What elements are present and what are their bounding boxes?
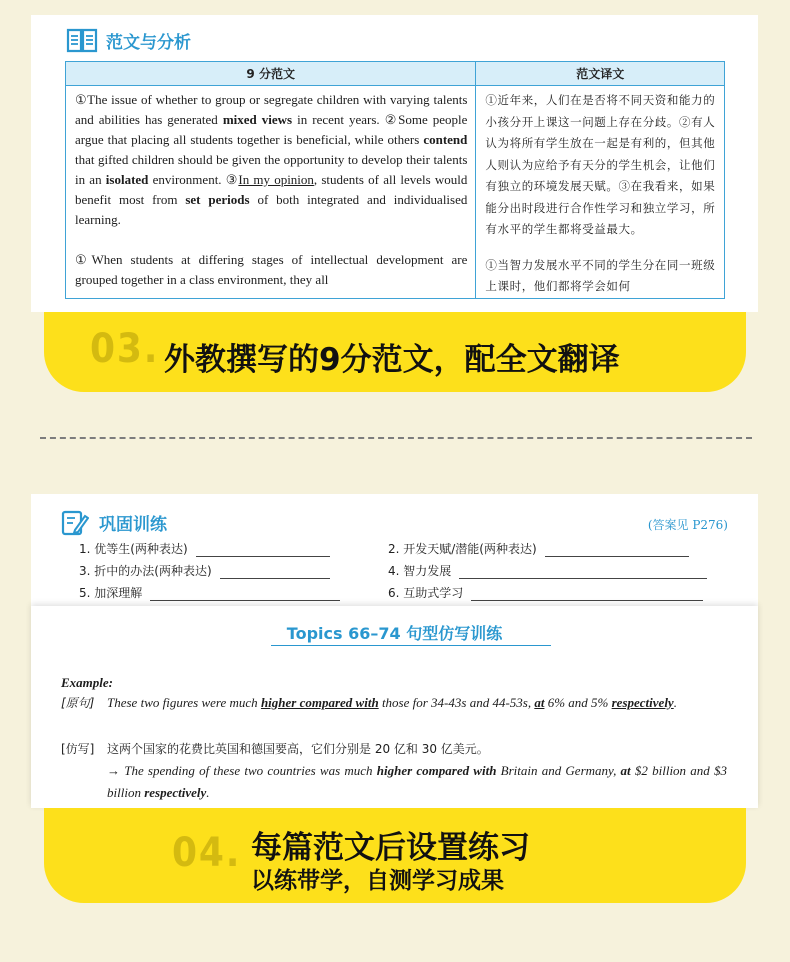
english-paragraph-2: ①When students at differing stages of intellectual development are grouped together in a class environment, they all [75, 252, 468, 287]
column-header-english: 9 分范文 [66, 62, 476, 86]
exercise-item: 3. 折中的办法(两种表达) [79, 562, 330, 579]
exercise-card [31, 494, 758, 606]
imitation-text-run: at [620, 763, 631, 778]
english-text-run: ①The issue of whether to group or segregate children with varying talents and abilities has generated [75, 92, 468, 127]
exercise-item: 1. 优等生(两种表达) [79, 540, 330, 557]
english-text-run: environment. ③ [148, 172, 239, 187]
feature-banner-04 [44, 808, 746, 903]
imitation-text-run: $2 billion and $3 billion [107, 763, 727, 800]
english-text-run: In my opinion [238, 172, 314, 187]
sample-essay-card [31, 15, 758, 312]
column-header-translation: 范文译文 [476, 62, 725, 86]
imitation-english [61, 760, 727, 804]
english-text-run: mixed views [222, 112, 293, 127]
imitation-chinese: 这两个国家的花费比英国和德国要高，它们分别是 20 亿和 30 亿美元。 [107, 742, 489, 756]
original-tag: [原句] [61, 696, 95, 710]
english-text-run: that gifted children should be given the opportunity to develop their talents in an [75, 152, 468, 187]
open-book-icon [66, 27, 98, 53]
banner-text: 外教撰写的9分范文，配全文翻译 [164, 342, 620, 378]
english-text-run: contend [423, 132, 468, 147]
translation-paragraph-1: ①近年来，人们在是否将不同天资和能力的小孩分开上课这一问题上存在分歧。②有人认为将所有学生放在一起是有利的，但其他人则认为应给予有天分的学生机会，让他们有独立的环境发展天赋。③在我看来，如果能分出时段进行合作性学习和独立学习，所有水平的学生都将受益最大。 [485, 93, 716, 236]
exercise-item: 2. 开发天赋/潜能(两种表达) [388, 540, 689, 557]
exercise-item: 4. 智力发展 [388, 562, 707, 579]
answer-blank[interactable] [545, 544, 689, 557]
answer-blank[interactable] [459, 566, 707, 579]
answer-blank[interactable] [471, 588, 703, 601]
sample-essay-header [66, 27, 191, 53]
original-sentence [107, 692, 677, 714]
topics-title: Topics 66–74 句型仿写训练 [286, 624, 503, 643]
dashed-divider [40, 437, 752, 439]
original-text-run: . [673, 695, 677, 710]
english-essay-cell [66, 86, 476, 299]
example-label: Example: [61, 675, 113, 690]
answer-reference: (答案见 P276) [647, 518, 728, 532]
title-underline [271, 645, 551, 646]
answer-blank[interactable] [150, 588, 340, 601]
imitation-tag: [仿写] [61, 742, 95, 756]
translation-paragraph-2: ①当智力发展水平不同的学生分在同一班级上课时，他们都将学会如何 [485, 257, 716, 293]
banner-headline: 每篇范文后设置练习 [251, 830, 530, 866]
english-text-run: of both integrated and individualised learning. [75, 192, 468, 227]
original-text-run: 6% and 5% [544, 695, 612, 710]
original-text-run: These two figures were much [107, 695, 261, 710]
section-title: 范文与分析 [106, 32, 191, 53]
banner-subline: 以练带学，自测学习成果 [251, 868, 504, 894]
exercise-header [61, 508, 167, 536]
imitation-row [61, 738, 727, 804]
original-text-run: those for 34-43s and 44-53s, [378, 695, 535, 710]
exercise-item: 5. 加深理解 [79, 584, 340, 601]
original-text-run: higher compared with [260, 695, 379, 710]
imitation-text-run: . [206, 785, 210, 800]
original-text-run: at [534, 695, 545, 710]
section-title: 巩固训练 [99, 514, 167, 535]
imitation-text-run: → The spending of these two countries was much [107, 763, 377, 778]
english-text-run: set periods [185, 192, 250, 207]
banner-number: 03. [90, 326, 160, 372]
original-text-run: respectively [611, 695, 674, 710]
english-text-run: , students of all levels would benefit most from [75, 172, 468, 207]
english-text-run: in recent years. ②Some people argue that placing all students together is beneficial, while others [75, 112, 468, 147]
english-text-run: isolated [105, 172, 149, 187]
answer-blank[interactable] [220, 566, 330, 579]
imitation-text-run: respectively [144, 785, 207, 800]
imitation-text-run: higher compared with [376, 763, 497, 778]
notebook-pencil-icon [61, 508, 89, 536]
original-sentence-row [61, 692, 727, 714]
answer-blank[interactable] [196, 544, 330, 557]
exercise-item: 6. 互助式学习 [388, 584, 703, 601]
translation-cell [476, 86, 725, 299]
essay-table [65, 61, 725, 299]
english-paragraph-1 [75, 90, 467, 230]
banner-number: 04. [172, 830, 242, 876]
imitation-text-run: Britain and Germany, [496, 763, 621, 778]
feature-banner-03 [44, 312, 746, 392]
sentence-imitation-card [31, 606, 758, 808]
